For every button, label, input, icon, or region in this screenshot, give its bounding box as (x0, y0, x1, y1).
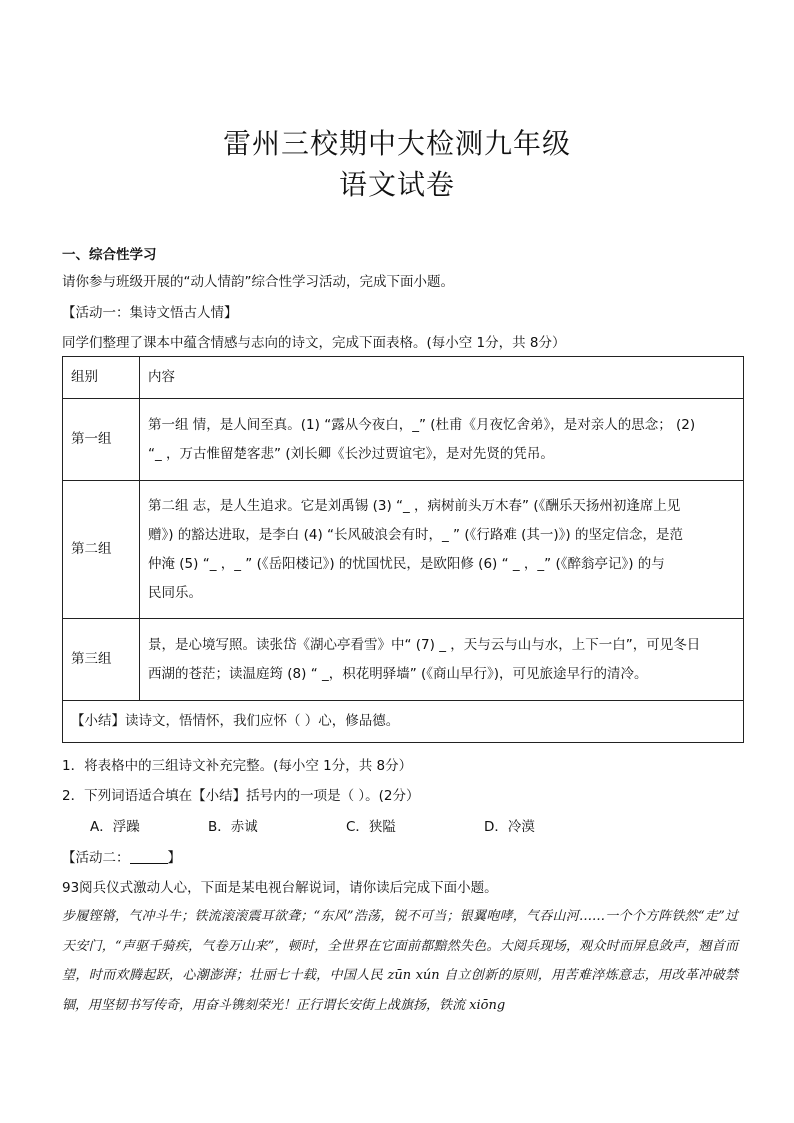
content-line: 景，是心境写照。读张岱《湖心亭看雪》中“ (7) _ ，天与云与山与水，上下一白”，可见冬日 (148, 636, 701, 653)
content-line: 赠》) 的豁达进取，是李白 (4) “长风破浪会有时，_ ” (《行路难 (其一)》) 的坚定信念，是范 (148, 526, 683, 543)
exam-title-line1: 雷州三校期中大检测九年级 (222, 127, 571, 160)
option-b[interactable]: B．赤诚 (208, 819, 258, 835)
activity1-instruction: 同学们整理了课本中蕴含情感与志向的诗文，完成下面表格。(每小空 1分，共 8分） (62, 335, 566, 351)
content-line: 第二组 志，是人生追求。它是刘禹锡 (3) “_ ，病树前头万木春” (《酬乐天扬州初逢席上见 (148, 497, 681, 514)
activity2-heading (62, 846, 742, 866)
question-1: 1．将表格中的三组诗文补充完整。(每小空 1分，共 8分） (62, 758, 413, 774)
activity1-heading: 【活动一：集诗文悟古人情】 (62, 305, 238, 321)
row-group-label: 第二组 (63, 481, 140, 619)
table-header-row (63, 357, 744, 399)
activity2-prefix: 【活动二： (62, 850, 130, 866)
question-2-options (90, 815, 770, 835)
activity2-suffix: 】 (167, 850, 181, 866)
option-c[interactable]: C．狭隘 (346, 819, 396, 835)
section1-heading: 一、综合性学习 (62, 247, 157, 263)
commentary-passage: 步履铿锵，气冲斗牛；铁流滚滚震耳欲聋；“东风”浩荡，锐不可当；银翼咆哮，气吞山河……一个个方阵铁然“走”过天安门，“声驱千骑疾，气卷万山来”，顿时，全世界在它面前都黯然失色。大阅兵现场，观众时而屏息敛声，翘首而望，时而欢腾起跃，心潮澎湃；壮丽七十载，中国人民 zūn xún 自立创新的原则，用苦难淬炼意志，用改革冲破禁锢，用坚韧书写传奇，用奋斗镌刻荣光！正行谓长安街上战旗扬，铁流 xiōng (62, 909, 738, 1013)
content-line: “_ ，万古惟留楚客悲” (刘长卿《长沙过贾谊宅》，是对先贤的凭吊。 (148, 445, 554, 462)
header-content: 内容 (140, 357, 744, 399)
row-content (140, 399, 744, 481)
table-summary-row (63, 701, 744, 743)
activity2-blank[interactable] (130, 849, 168, 864)
content-line: 民同乐。 (148, 584, 202, 601)
passage-intro: 93阅兵仪式激动人心，下面是某电视台解说词，请你读后完成下面小题。 (62, 880, 498, 896)
content-line: 西湖的苍茫；读温庭筠 (8) “ _，枳花明驿墙” (《商山早行》)，可见旅途早行的清冷。 (148, 665, 648, 682)
row-group-label: 第三组 (63, 619, 140, 701)
option-d[interactable]: D．冷漠 (484, 819, 535, 835)
header-group: 组别 (63, 357, 140, 399)
table-row (63, 481, 744, 619)
exam-title-line2: 语文试卷 (338, 168, 455, 201)
poetry-table (62, 356, 744, 743)
content-line: 第一组 情，是人间至真。(1) “露从今夜白，_” (杜甫《月夜忆舍弟》，是对亲人的思念； (2) (148, 416, 696, 433)
question-2: 2．下列词语适合填在【小结】括号内的一项是（ ）。(2分） (62, 788, 420, 804)
option-a[interactable]: A．浮躁 (90, 819, 140, 835)
content-line: 仲淹 (5) “_ ，_ ” (《岳阳楼记》) 的忧国忧民，是欧阳修 (6) “ _ ，_” (《醉翁亭记》) 的与 (148, 555, 665, 572)
table-row (63, 619, 744, 701)
row-content (140, 619, 744, 701)
intro-text: 请你参与班级开展的“动人情韵”综合性学习活动，完成下面小题。 (62, 274, 454, 290)
summary-cell: 【小结】读诗文，悟情怀，我们应怀（ ）心，修品德。 (63, 701, 744, 743)
table-row (63, 399, 744, 481)
row-group-label: 第一组 (63, 399, 140, 481)
row-content (140, 481, 744, 619)
